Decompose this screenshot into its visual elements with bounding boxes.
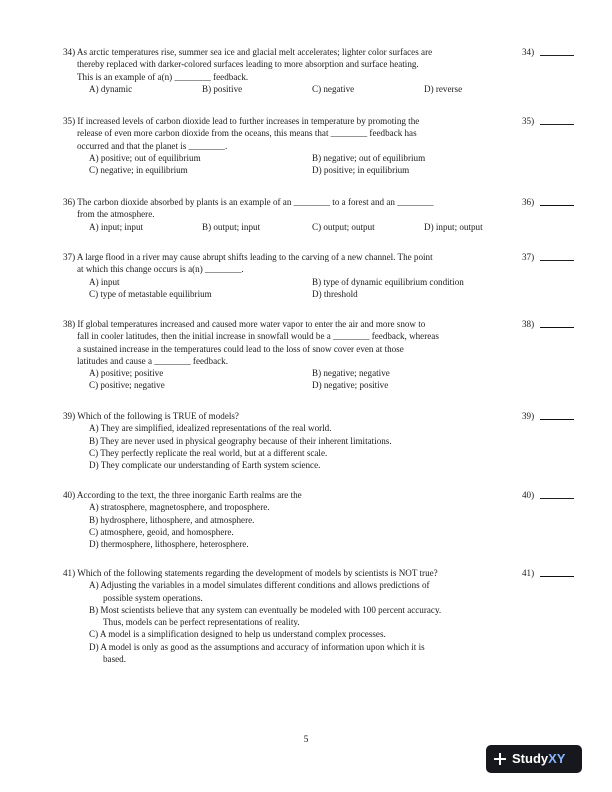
logo-prefix: Study (512, 750, 549, 766)
question-stem: fall in cooler latitudes, then the initial increase in snowfall would be a ________ feedback, whereas (77, 331, 439, 342)
question-stem: from the atmosphere. (77, 209, 155, 220)
option-c: C) negative; in equilibrium (89, 165, 188, 176)
question-stem: thereby replaced with darker-colored surfaces leading to more absorption and surface heating. (77, 59, 419, 70)
option-d: D) reverse (424, 83, 463, 94)
option-c: C) They perfectly replicate the real world, but at a different scale. (89, 447, 328, 458)
option-a-cont: possible system operations. (103, 592, 203, 603)
option-a: A) positive; out of equilibrium (89, 152, 201, 163)
answer-number: 34) (522, 47, 535, 57)
answer-line (540, 498, 574, 499)
answer-blank-38 (522, 318, 574, 330)
question-stem: This is an example of a(n) ________ feedback. (77, 71, 249, 82)
question-38 (63, 318, 515, 392)
option-c: C) output; output (312, 221, 375, 232)
answer-blank-35 (522, 115, 574, 127)
answer-line (540, 205, 574, 206)
question-stem: release of even more carbon dioxide from the oceans, this means that ________ feedback has (77, 128, 417, 139)
option-a: A) input (89, 276, 120, 287)
question-stem: at which this change occurs is a(n) ________. (77, 264, 244, 275)
question-stem: 39) Which of the following is TRUE of models? (63, 411, 239, 421)
answer-blank-36 (522, 196, 574, 208)
options (63, 83, 515, 95)
option-d: D) A model is only as good as the assumptions and accuracy of information upon which it is (89, 641, 425, 652)
question-41 (63, 567, 515, 665)
answer-blank-39 (522, 410, 574, 422)
plus-icon (494, 753, 506, 765)
options (63, 288, 515, 300)
answer-line (540, 576, 574, 577)
option-b: B) They are never used in physical geography because of their inherent limitations. (89, 435, 392, 446)
option-d: D) threshold (312, 288, 358, 299)
answer-number: 40) (522, 490, 535, 500)
answer-line (540, 55, 574, 56)
question-stem: occurred and that the planet is ________. (77, 140, 228, 151)
option-b: B) negative; out of equilibrium (312, 152, 426, 163)
option-d: D) They complicate our understanding of Earth system science. (89, 460, 321, 471)
answer-number: 37) (522, 252, 535, 262)
page-number: 5 (303, 735, 309, 745)
question-40 (63, 489, 515, 550)
option-b: B) negative; negative (312, 368, 390, 379)
option-a: A) dynamic (89, 83, 133, 94)
question-35 (63, 115, 515, 176)
question-37 (63, 251, 515, 300)
option-d-cont: based. (103, 654, 126, 665)
question-39 (63, 410, 515, 471)
question-stem: latitudes and cause a ________ feedback. (77, 355, 229, 366)
answer-line (540, 327, 574, 328)
option-a: A) They are simplified, idealized representations of the real world. (89, 423, 332, 434)
question-36 (63, 196, 515, 233)
answer-blank-37 (522, 251, 574, 263)
answer-number: 38) (522, 319, 535, 329)
option-d: D) negative; positive (312, 380, 389, 391)
question-stem: 41) Which of the following statements regarding the development of models by scientists is NOT true? (63, 568, 438, 578)
option-c: C) positive; negative (89, 380, 165, 391)
question-stem: 34) As arctic temperatures rise, summer sea ice and glacial melt accelerates; lighter color surfaces are (63, 47, 433, 57)
option-b: B) type of dynamic equilibrium condition (312, 276, 464, 287)
question-34 (63, 46, 515, 95)
question-stem: a sustained increase in the temperatures could lead to the loss of snow cover even at those (77, 343, 404, 354)
answer-number: 41) (522, 568, 535, 578)
options (63, 367, 515, 379)
answer-number: 36) (522, 197, 535, 207)
option-c: C) negative (312, 83, 355, 94)
answer-line (540, 124, 574, 125)
answer-blank-41 (522, 567, 574, 579)
answer-number: 39) (522, 411, 535, 421)
option-b-cont: Thus, models can be perfect representations of reality. (103, 617, 300, 628)
option-c: C) A model is a simplification designed to help us understand complex processes. (89, 629, 386, 640)
option-b: B) positive (202, 83, 243, 94)
answer-line (540, 419, 574, 420)
option-a: A) positive; positive (89, 368, 164, 379)
question-stem: 38) If global temperatures increased and caused more water vapor to enter the air and more snow to (63, 319, 426, 329)
answer-blank-40 (522, 489, 574, 501)
options (63, 152, 515, 164)
logo-suffix: XY (548, 750, 566, 766)
option-c: C) atmosphere, geoid, and homosphere. (89, 526, 234, 537)
studyxy-logo (486, 745, 582, 773)
option-d: D) positive; in equilibrium (312, 165, 410, 176)
question-stem: 37) A large flood in a river may cause abrupt shifts leading to the carving of a new channel. The point (63, 252, 433, 262)
question-stem: 36) The carbon dioxide absorbed by plants is an example of an ________ to a forest and an ________ (63, 197, 434, 207)
option-c: C) type of metastable equilibrium (89, 288, 212, 299)
answer-number: 35) (522, 116, 535, 126)
option-b: B) output; input (202, 221, 261, 232)
options (63, 164, 515, 176)
option-a: A) stratosphere, magnetosphere, and troposphere. (89, 502, 270, 513)
option-d: D) thermosphere, lithosphere, heterosphere. (89, 539, 249, 550)
option-d: D) input; output (424, 221, 483, 232)
option-b: B) hydrosphere, lithosphere, and atmosphere. (89, 514, 255, 525)
question-stem: 35) If increased levels of carbon dioxide lead to further increases in temperature by promoting the (63, 116, 420, 126)
question-stem: 40) According to the text, the three inorganic Earth realms are the (63, 490, 302, 500)
option-a: A) input; input (89, 221, 144, 232)
answer-line (540, 260, 574, 261)
answer-blank-34 (522, 46, 574, 58)
options (63, 379, 515, 391)
options (63, 276, 515, 288)
option-b: B) Most scientists believe that any system can eventually be modeled with 100 percent accuracy. (89, 604, 442, 615)
option-a: A) Adjusting the variables in a model simulates different conditions and allows predictions of (89, 580, 430, 591)
options (63, 221, 515, 233)
